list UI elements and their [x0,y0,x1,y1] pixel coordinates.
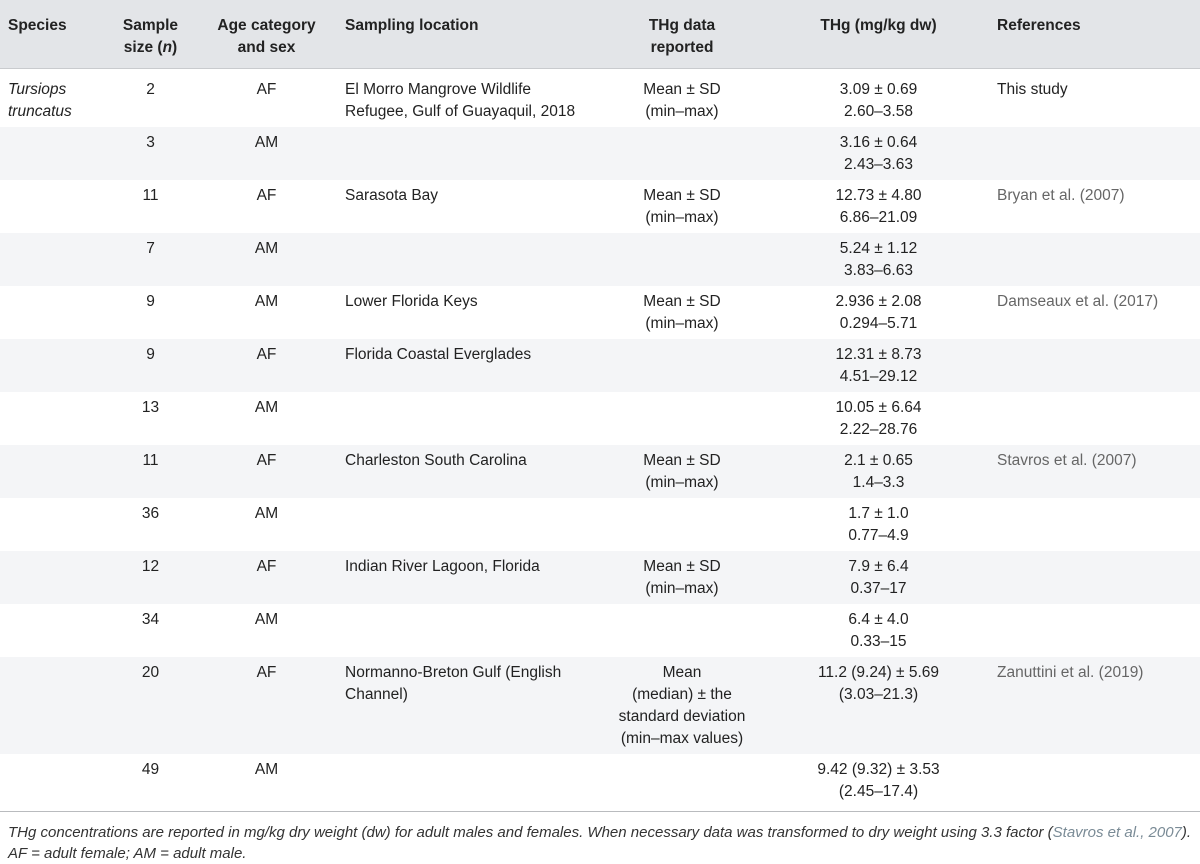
table-row [0,657,1200,754]
age-sex-cell: AM [254,134,279,151]
thg-data-cell: Mean ± SD (min–max) [643,558,721,597]
location-cell: Sarasota Bay [345,187,439,204]
header-location: Sampling location [345,17,479,34]
table-row [0,127,1200,180]
sample-size-cell: 12 [141,558,160,575]
age-sex-cell: AM [254,293,279,310]
table-row [0,392,1200,445]
reference-cell[interactable]: Stavros et al. (2007) [997,452,1137,469]
thg-data-cell: Mean ± SD (min–max) [643,81,721,120]
reference-cell: This study [997,81,1068,98]
table-row [0,445,1200,498]
thg-cell: 3.09 ± 0.69 2.60–3.58 [839,81,918,120]
age-sex-cell: AM [194,754,339,812]
sample-size-cell: 7 [146,240,155,257]
table-row [0,286,1200,339]
age-sex-cell: AF [256,187,277,204]
sample-size-cell: 34 [141,611,160,628]
thg-cell: 9.42 (9.32) ± 3.53 (2.45–17.4) [766,754,991,812]
thg-cell: 5.24 ± 1.12 3.83–6.63 [839,240,918,279]
sample-size-cell: 9 [146,346,155,363]
sample-size-cell: 13 [141,399,160,416]
thg-data-cell: Mean ± SD (min–max) [643,293,721,332]
table-row [0,69,1200,128]
thg-cell: 1.7 ± 1.0 0.77–4.9 [848,505,909,544]
age-sex-cell: AM [254,611,279,628]
reference-cell[interactable]: Bryan et al. (2007) [997,187,1125,204]
table-row [0,339,1200,392]
thg-cell: 12.31 ± 8.73 4.51–29.12 [835,346,922,385]
sample-size-cell: 36 [141,505,160,522]
location-cell: Charleston South Carolina [345,452,527,469]
header-sample-size: Sample size (n) [122,17,179,56]
header-thg-data: THg data reported [648,17,716,56]
age-sex-cell: AF [256,664,277,681]
sample-size-cell: 11 [142,187,159,204]
thg-cell: 2.1 ± 0.65 1.4–3.3 [844,452,913,491]
footnote-citation-link[interactable]: Stavros et al., 2007 [1052,824,1182,841]
table-row [0,233,1200,286]
sample-size-cell: 11 [142,452,159,469]
age-sex-cell: AM [254,399,279,416]
header-species: Species [8,17,67,34]
sample-size-cell: 3 [146,134,155,151]
thg-data-cell: Mean ± SD (min–max) [643,187,721,226]
thg-data-cell: Mean (median) ± the standard deviation (min–max values) [618,664,746,747]
location-cell: Florida Coastal Everglades [345,346,532,363]
table-header [0,0,1200,69]
sample-size-cell: 49 [107,754,194,812]
thg-cell: 12.73 ± 4.80 6.86–21.09 [835,187,922,226]
thg-data-cell: Mean ± SD (min–max) [643,452,721,491]
table-row [0,551,1200,604]
location-cell: Indian River Lagoon, Florida [345,558,540,575]
header-thg: THg (mg/kg dw) [820,17,937,34]
age-sex-cell: AF [256,81,277,98]
age-sex-cell: AM [254,240,279,257]
age-sex-cell: AF [256,558,277,575]
table-footnote: THg concentrations are reported in mg/kg dry weight (dw) for adult males and females. When necessary data was transformed to dry weight using 3.3 factor (Stavros et al., 2007). AF = adult female; AM = adult male. [8,824,1192,862]
thg-cell: 2.936 ± 2.08 0.294–5.71 [835,293,922,332]
thg-cell: 7.9 ± 6.4 0.37–17 [848,558,909,597]
reference-cell[interactable]: Zanuttini et al. (2019) [997,664,1144,681]
thg-cell: 11.2 (9.24) ± 5.69 (3.03–21.3) [817,664,940,703]
location-cell: Normanno-Breton Gulf (English Channel) [345,664,562,703]
species-cell: Tursiops truncatus [8,81,72,120]
table-row [0,180,1200,233]
age-sex-cell: AF [256,346,277,363]
table-row [0,604,1200,657]
header-age-sex: Age category and sex [217,17,316,56]
sample-size-cell: 2 [146,81,155,98]
sample-size-cell: 20 [141,664,160,681]
table-row [0,754,1200,812]
thg-cell: 6.4 ± 4.0 0.33–15 [848,611,909,650]
thg-cell: 3.16 ± 0.64 2.43–3.63 [839,134,918,173]
table-row [0,498,1200,551]
age-sex-cell: AM [254,505,279,522]
location-cell: El Morro Mangrove Wildlife Refugee, Gulf of Guayaquil, 2018 [345,81,576,120]
header-references: References [997,17,1081,34]
sample-size-cell: 9 [146,293,155,310]
age-sex-cell: AF [256,452,277,469]
location-cell: Lower Florida Keys [345,293,478,310]
reference-cell[interactable]: Damseaux et al. (2017) [997,293,1159,310]
thg-cell: 10.05 ± 6.64 2.22–28.76 [835,399,922,438]
table-body [0,69,1200,812]
